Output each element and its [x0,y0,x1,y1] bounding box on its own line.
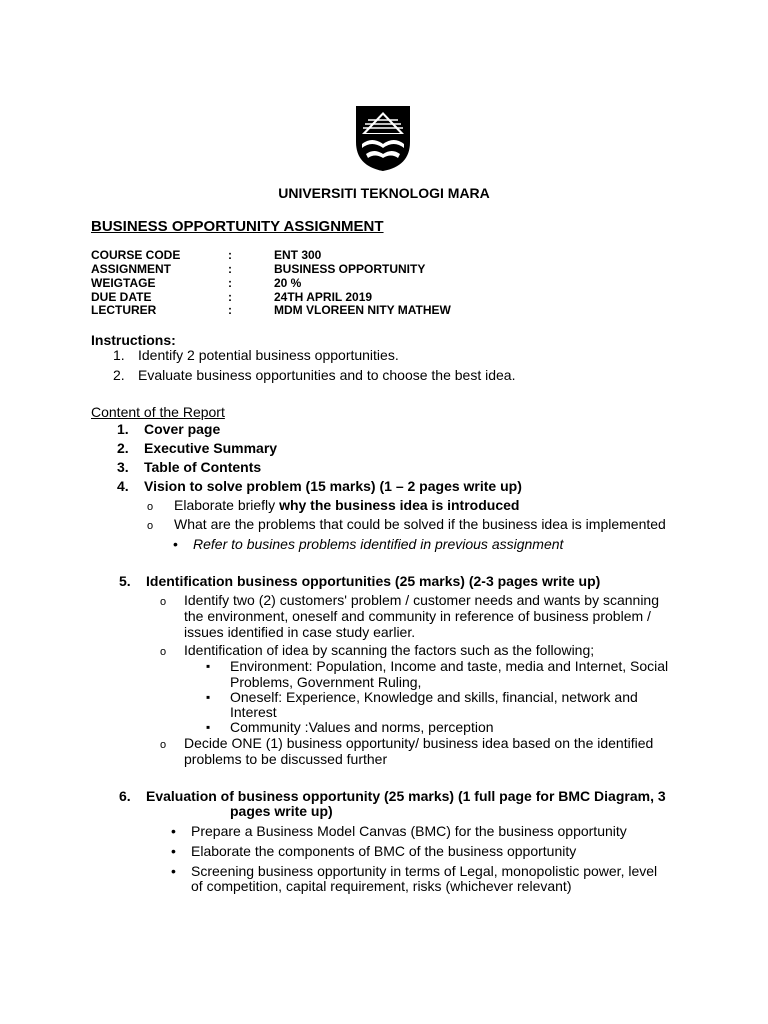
info-sep: : [228,290,232,304]
sub-bullet-text-plain: Elaborate briefly [174,497,280,513]
content-item-executive-summary: Executive Summary [144,440,278,456]
dot-bullet-icon: • [171,823,176,839]
info-label-weightage: WEIGTAGE [91,276,156,290]
info-value-weightage: 20 % [274,276,302,290]
info-value-course-code: ENT 300 [274,248,322,262]
instruction-item: Identify 2 potential business opportunities. [138,347,399,363]
page-title: BUSINESS OPPORTUNITY ASSIGNMENT [91,218,384,235]
circle-bullet-icon: o [160,739,167,751]
factor-environment: Environment: Population, Income and taste, media and Internet, Social [230,658,669,674]
factor-oneself: Oneself: Experience, Knowledge and skills, financial, network and [230,689,638,705]
content-item-cover-page: Cover page [144,421,221,437]
evaluation-bullet: Elaborate the components of BMC of the business opportunity [191,843,577,859]
info-value-due-date: 24TH APRIL 2019 [274,290,373,304]
sub-bullet-text [174,497,519,513]
info-label-assignment: ASSIGNMENT [91,262,172,276]
info-value-lecturer: MDM VLOREEN NITY MATHEW [274,303,451,317]
university-logo [354,104,412,172]
evaluation-bullet: Prepare a Business Model Canvas (BMC) for the business opportunity [191,823,627,839]
circle-bullet-icon: o [147,501,154,513]
circle-bullet-icon: o [160,646,167,658]
sub-bullet-text: issues identified in case study earlier. [184,624,416,640]
content-num: 6. [119,788,131,804]
info-sep: : [228,262,232,276]
evaluation-bullet: of competition, capital requirement, risks (whichever relevant) [191,878,572,894]
content-num: 3. [117,459,129,475]
sub-bullet-text: Identification of idea by scanning the factors such as the following; [184,642,595,658]
italic-note: Refer to busines problems identified in previous assignment [193,536,564,552]
sub-bullet-text: Decide ONE (1) business opportunity/ business idea based on the identified [184,735,654,751]
dot-bullet-icon: • [171,843,176,859]
content-item-table-of-contents: Table of Contents [144,459,262,475]
content-num: 2. [117,440,129,456]
sub-bullet-text: problems to be discussed further [184,751,388,767]
instructions-heading: Instructions: [91,332,176,348]
circle-bullet-icon: o [147,520,154,532]
sub-bullet-text-bold: why the business idea is introduced [279,497,520,513]
content-num: 1. [117,421,129,437]
content-item-evaluation: Evaluation of business opportunity (25 marks) (1 full page for BMC Diagram, 3 [146,788,666,804]
circle-bullet-icon: o [160,596,167,608]
factor-environment: Problems, Government Ruling, [230,674,422,690]
factor-community: Community :Values and norms, perception [230,719,494,735]
instruction-item: Evaluate business opportunities and to choose the best idea. [138,367,516,383]
info-value-assignment: BUSINESS OPPORTUNITY [274,262,426,276]
info-label-lecturer: LECTURER [91,303,157,317]
content-num: 5. [119,573,131,589]
info-label-course-code: COURSE CODE [91,248,181,262]
instruction-num: 2. [113,367,125,383]
sub-bullet-text: the environment, oneself and community in reference of business problem / [184,608,651,624]
content-item-identification: Identification business opportunities (25 marks) (2-3 pages write up) [146,573,601,589]
sub-bullet-text: Identify two (2) customers' problem / customer needs and wants by scanning [184,592,660,608]
dot-bullet-icon: • [173,536,178,552]
factor-oneself: Interest [230,704,277,720]
square-bullet-icon: ▪ [206,720,211,734]
info-label-due-date: DUE DATE [91,290,152,304]
content-num: 4. [117,478,129,494]
content-heading: Content of the Report [91,404,225,420]
info-sep: : [228,276,232,290]
evaluation-bullet: Screening business opportunity in terms of Legal, monopolistic power, level [191,863,658,879]
info-sep: : [228,303,232,317]
square-bullet-icon: ▪ [206,659,211,673]
info-sep: : [228,248,232,262]
sub-bullet-text: What are the problems that could be solved if the business idea is implemented [174,516,666,532]
content-item-vision: Vision to solve problem (15 marks) (1 – 2 pages write up) [144,478,522,494]
square-bullet-icon: ▪ [206,690,211,704]
instruction-num: 1. [113,347,125,363]
university-name: UNIVERSITI TEKNOLOGI MARA [278,185,490,201]
content-item-evaluation: pages write up) [230,803,333,819]
dot-bullet-icon: • [171,863,176,879]
